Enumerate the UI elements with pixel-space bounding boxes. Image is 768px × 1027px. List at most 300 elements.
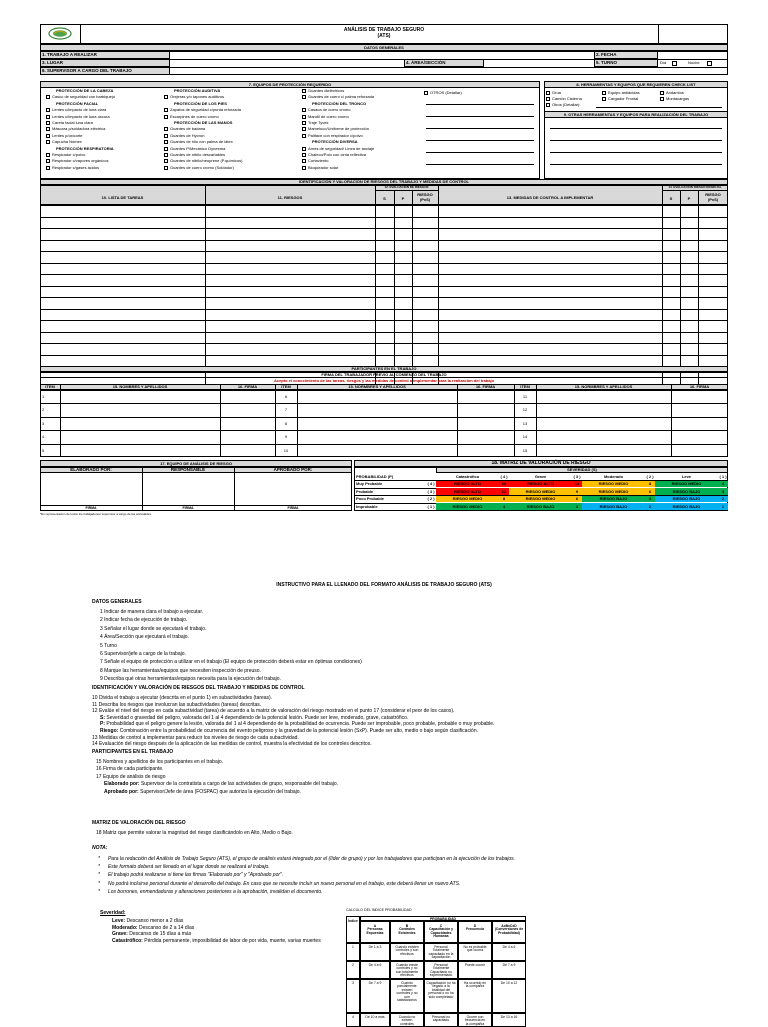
risk-score: 4 xyxy=(502,503,506,509)
participant-name-field[interactable] xyxy=(297,430,457,443)
epp-item-label: Respirador c/gases ácidos xyxy=(52,164,100,170)
checkbox[interactable] xyxy=(546,97,550,101)
epp-item-label: Casaca de cuero cromo xyxy=(308,107,351,113)
instr-datos-generales: DATOS GENERALES xyxy=(92,599,142,605)
epp-item[interactable] xyxy=(302,153,366,157)
epp-item[interactable] xyxy=(302,159,328,163)
participantes-row-line xyxy=(40,403,728,404)
epp-item[interactable] xyxy=(164,147,225,151)
epp-section-heading: PROTECCIÓN DIVERSA xyxy=(312,139,358,145)
instruction-line: 18 Matriz que permite valorar la magnitud del riesgo clasificándolo en Alto, Medio o Bajo. xyxy=(96,830,293,836)
checkbox[interactable] xyxy=(660,91,664,95)
epp-item-label: Lentes c/impacto de luna clara xyxy=(52,107,107,113)
participant-item-number: 5 xyxy=(42,447,45,453)
checkbox[interactable] xyxy=(660,97,664,101)
risk-cell xyxy=(582,481,655,488)
epp-item[interactable] xyxy=(164,134,204,138)
checkbox[interactable] xyxy=(164,166,168,170)
label: Montacargas xyxy=(666,96,690,101)
bullet: * xyxy=(98,856,100,862)
participant-item-number: 4 xyxy=(42,434,45,440)
participant-signature-field[interactable] xyxy=(457,390,514,403)
evaluacion-riesgos-header: 12. EVALUACIÓN DE RIESGOS xyxy=(384,185,429,189)
turno-noche-checkbox[interactable] xyxy=(707,61,712,66)
nota-title: NOTA: xyxy=(92,845,108,851)
lugar-field[interactable] xyxy=(170,59,404,67)
risk-cell xyxy=(655,488,728,495)
checkbox[interactable] xyxy=(164,134,168,138)
instruction-label: Elaborado por: xyxy=(104,781,140,788)
risk-score: 4 xyxy=(648,496,652,501)
riesgo-residual-header: 14. EVALUACIÓN RIESGO RESIDUAL xyxy=(668,185,722,189)
participant-item-number: 14 xyxy=(522,434,528,440)
epp-item[interactable] xyxy=(302,147,374,151)
risk-score: 2 xyxy=(648,503,652,509)
epp-item[interactable] xyxy=(46,127,105,131)
calculo-cell: Personal Totalmente capacitado en la capacitación xyxy=(424,943,458,961)
bullet: * xyxy=(98,872,100,879)
datos-generales-title: DATOS GENERALES xyxy=(364,44,404,50)
fecha-label: 2. FECHA xyxy=(596,52,617,57)
epp-otros[interactable] xyxy=(424,90,462,95)
participant-item-number: 10 xyxy=(283,447,289,453)
risk-level: RIESGO BAJO xyxy=(672,496,701,501)
check-equipo-antiacidas[interactable] xyxy=(602,90,640,95)
risk-cell xyxy=(582,488,655,495)
probabilidad-header: PROBABILIDAD xyxy=(360,916,526,921)
epp-item-label: Zapatos de seguridad c/punta reforzada xyxy=(170,107,241,113)
risk-level: RIESGO MEDIO xyxy=(671,481,702,486)
instruction-line: 3 Señalar el lugar donde se ejecutará el trabajo. xyxy=(100,625,207,632)
checkbox[interactable] xyxy=(46,153,50,157)
equipo-title: 17. EQUIPO DE ANÁLISIS DE RIESGO xyxy=(160,460,232,466)
responsable-firma-field[interactable] xyxy=(142,473,234,505)
risk-level: RIESGO BAJO xyxy=(599,503,628,509)
trabajo-realizar-field[interactable] xyxy=(170,51,594,59)
epp-item[interactable] xyxy=(164,127,205,131)
epp-item[interactable] xyxy=(302,115,349,119)
calculo-cell: 3 xyxy=(346,979,360,1013)
calculo-cell: De 4 a 6 xyxy=(492,943,526,961)
firma-header: 16. FIRMA xyxy=(475,384,496,389)
risk-level: RIESGO BAJO xyxy=(672,488,701,494)
participantes-row-line xyxy=(40,430,728,431)
otros-label: OTROS (Detallar) xyxy=(430,90,462,95)
epp-item[interactable] xyxy=(164,108,241,112)
instruction-line: 17 Equipo de análisis de riesgo xyxy=(96,773,166,780)
epp-item[interactable] xyxy=(302,121,328,125)
participant-signature-field[interactable] xyxy=(220,403,275,416)
riesgos-row-line xyxy=(40,286,728,287)
epp-item[interactable] xyxy=(302,89,344,93)
form-subtitle: (ATS) xyxy=(377,33,391,39)
risk-cell xyxy=(582,503,655,510)
risk-score: 8 xyxy=(502,496,506,501)
calculo-title: CALCULO DEL INDICE PROBABILIDAD xyxy=(346,908,412,912)
checkbox[interactable] xyxy=(164,115,168,119)
bullet: * xyxy=(98,888,100,895)
instruction-label: Leve: xyxy=(112,918,126,924)
calculo-header: C Capacitación y Capacidades Humanas xyxy=(424,921,458,943)
probability-name: Muy Probable xyxy=(356,481,383,486)
riesgos-row-line xyxy=(40,240,728,241)
epp-item[interactable] xyxy=(46,115,110,119)
turno-dia-label: Día xyxy=(660,60,667,65)
epp-item[interactable] xyxy=(46,159,108,163)
epp-item-label: Careta facial luna clara xyxy=(52,120,93,126)
epp-item-label: Guantes de nitrilo descartables xyxy=(170,152,226,158)
participant-signature-field[interactable] xyxy=(671,390,728,403)
checkbox[interactable] xyxy=(164,95,168,99)
epp-section-heading: PROTECCIÓN DE LA CABEZA xyxy=(56,88,114,93)
calculo-cell: Puede ocurrir xyxy=(458,961,492,979)
firma-label-2: FIRMA xyxy=(182,505,194,510)
epp-item-label: Respirador c/polvo xyxy=(52,152,86,158)
instruction-text: Probabilidad que el peligro genere la lesión, valorada del 1 al 4 dependiendo de la probabilidad de ocurrencia. Puede ser improbable, poco probable, probable o muy probable. xyxy=(105,721,495,728)
risk-cell xyxy=(509,488,582,495)
checkbox[interactable] xyxy=(546,103,550,107)
participant-item-number: 3 xyxy=(42,420,45,426)
epp-item-label: Guantes de cuero c/ palma reforzada xyxy=(308,94,375,100)
participant-name-field[interactable] xyxy=(60,390,220,403)
epp-section-heading: PROTECCIÓN AUDITIVA xyxy=(174,88,221,93)
instruction-text: Supervisor de la contratista a cargo de las actividades de grupo, responsable del trabajo. xyxy=(139,781,339,788)
instr-identificacion: IDENTIFICACIÓN Y VALORACIÓN DE RIESGOS DEL TRABAJO Y MEDIDAS DE CONTROL xyxy=(92,685,305,691)
risk-level: RIESGO BAJO xyxy=(672,503,701,509)
epp-item[interactable] xyxy=(46,108,106,112)
epp-item[interactable] xyxy=(302,127,369,131)
checkbox[interactable] xyxy=(302,95,306,99)
risk-score: 8 xyxy=(648,481,652,486)
checkbox[interactable] xyxy=(46,127,50,131)
checkbox[interactable] xyxy=(46,121,50,125)
checkbox[interactable] xyxy=(302,127,306,131)
acepto-text: Acepto el conocimiento de las tareas, riesgos y las medidas de control a implementar para la realización del trabajo xyxy=(273,378,495,383)
nota-line xyxy=(98,864,270,870)
label: Cargador Frontal xyxy=(608,96,639,101)
participant-name-field[interactable] xyxy=(60,444,220,457)
item-header: ITEM xyxy=(520,384,530,389)
elaborado-firma-field[interactable] xyxy=(40,473,142,505)
participant-signature-field[interactable] xyxy=(671,444,728,457)
participant-item-number: 11 xyxy=(522,394,528,399)
instruction-label: Aprobado por: xyxy=(104,788,139,795)
epp-item[interactable] xyxy=(46,140,82,144)
participant-item-number: 9 xyxy=(284,434,288,440)
epp-item[interactable] xyxy=(46,153,85,157)
epp-item-label: Cortaviento xyxy=(308,158,329,164)
participantes-title: PARTICIPANTES EN EL TRABAJO xyxy=(351,366,417,371)
aprobado-firma-field[interactable] xyxy=(234,473,352,505)
turno-label: 5. TURNO xyxy=(596,60,618,65)
checkbox[interactable] xyxy=(164,127,168,131)
bullet: * xyxy=(98,880,100,887)
checkbox[interactable] xyxy=(46,108,50,112)
riesgos-row-line xyxy=(40,217,728,218)
label: Otros (Detallar): xyxy=(552,102,581,107)
epp-item[interactable] xyxy=(302,108,350,112)
risk-cell xyxy=(509,481,582,488)
participant-signature-field[interactable] xyxy=(671,430,728,443)
check-andamios[interactable] xyxy=(660,90,684,95)
checkbox[interactable] xyxy=(302,115,306,119)
turno-dia-checkbox[interactable] xyxy=(672,61,677,66)
risk-level: RIESGO MEDIO xyxy=(598,481,629,486)
equipo-nota: *En representación de todos los trabajadores/ supervisor a cargo de las actividades xyxy=(40,512,152,516)
participant-signature-field[interactable] xyxy=(457,444,514,457)
checkbox[interactable] xyxy=(46,95,50,99)
participant-name-field[interactable] xyxy=(297,417,457,430)
area-seccion-label: 4. ÁREA/SECCIÓN xyxy=(406,60,446,65)
severity-name: Grave xyxy=(534,474,547,479)
participant-signature-field[interactable] xyxy=(457,417,514,430)
checkbox[interactable] xyxy=(164,153,168,157)
participant-name-field[interactable] xyxy=(297,444,457,457)
riesgos-row-line xyxy=(40,205,728,206)
participant-name-field[interactable] xyxy=(60,430,220,443)
participant-name-field[interactable] xyxy=(536,417,671,430)
check-grua[interactable] xyxy=(546,90,561,95)
checkbox[interactable] xyxy=(302,121,306,125)
instruction-line: 7 Señale el equipo de protección a utilizar en el trabajo (El equipo de protección deberá estar en óptimas condiciones) xyxy=(100,659,362,666)
severity-name: Leve xyxy=(681,474,692,479)
checkbox[interactable] xyxy=(302,89,306,93)
risk-level: RIESGO BAJO xyxy=(526,503,555,509)
riesgos-row-line xyxy=(40,297,728,298)
participant-signature-field[interactable] xyxy=(671,403,728,416)
calculo-cell: 4 xyxy=(346,1013,360,1027)
probability-value: ( 3 ) xyxy=(427,488,435,494)
instruction-line: 6 Supervisor/jefe a cargo de la trabajo. xyxy=(100,651,186,657)
participant-name-field[interactable] xyxy=(536,430,671,443)
epp-item[interactable] xyxy=(46,121,93,125)
participant-name-field[interactable] xyxy=(60,403,220,416)
risk-cell xyxy=(436,496,509,503)
epp-item-label: Guantes de hilo con palma de látex xyxy=(170,139,233,145)
checkbox[interactable] xyxy=(46,140,50,144)
nota-line xyxy=(98,872,283,878)
epp-item-label: Guantes de badana xyxy=(170,126,206,132)
instruction-line xyxy=(104,781,338,787)
participant-signature-field[interactable] xyxy=(220,430,275,443)
check-montacargas[interactable] xyxy=(660,96,689,101)
calculo-cell: Capacitación no ha llegado a la totalidad del personal o no ha sido completado xyxy=(424,979,458,1013)
epp-item[interactable] xyxy=(164,140,233,144)
epp-item[interactable] xyxy=(46,134,82,138)
s-header: S xyxy=(383,196,386,201)
participant-name-field[interactable] xyxy=(536,444,671,457)
participant-name-field[interactable] xyxy=(60,417,220,430)
participant-item-number: 7 xyxy=(284,407,288,413)
checkbox[interactable] xyxy=(302,134,306,138)
epp-item[interactable] xyxy=(164,159,242,163)
checkbox[interactable] xyxy=(546,91,550,95)
epp-item-label: Arnés de seguridad/ Línea de anclaje xyxy=(308,145,375,151)
instruction-label: Riesgo: xyxy=(100,728,119,734)
nota-text: No podrá incluirse personal durante el desarrollo del trabajo. En caso que se necesite incluir un nuevo personal en el trabajo, este deberá llenar un nuevo ATS. xyxy=(107,880,461,887)
nombres-header: 15. NOMBRES Y APELLIDOS xyxy=(112,384,168,389)
epp-item-label: Chaleco/Polo con cinta reflectiva xyxy=(308,152,367,158)
participant-signature-field[interactable] xyxy=(671,417,728,430)
calculo-header: A Personas Expuestas xyxy=(360,921,390,943)
severity-value: ( 1 ) xyxy=(719,474,727,479)
participant-signature-field[interactable] xyxy=(220,417,275,430)
risk-score: 3 xyxy=(721,488,725,494)
checkbox[interactable] xyxy=(302,159,306,163)
checkbox[interactable] xyxy=(164,159,168,163)
p-header: P xyxy=(401,196,405,201)
check-cargador-frontal[interactable] xyxy=(602,96,638,101)
epp-item-label: Escarpines de cuero cromo xyxy=(170,113,219,119)
checkbox[interactable] xyxy=(46,159,50,163)
instruction-line: 8 Marque las herramientas/equipos que necesiten inspección de preuso. xyxy=(100,667,261,674)
calculo-cell: De 10 a más xyxy=(360,1013,390,1027)
epp-item-label: Bloqueador solar xyxy=(308,164,339,170)
epp-item-label: Orejeras y/o tapones auditivos xyxy=(170,94,225,100)
nota-text: El trabajo podrá realizarse si tiene las firmas "Elaborado por" y "Aprobado por". xyxy=(107,872,284,879)
epp-item[interactable] xyxy=(164,115,219,119)
instruction-text: Descanso menor a 2 días xyxy=(125,918,184,924)
probability-value: ( 4 ) xyxy=(427,481,435,486)
calculo-cell: Cuando parcialmente existen controles y no son satisfactorios xyxy=(390,979,424,1013)
checkbox[interactable] xyxy=(164,140,168,144)
checkbox[interactable] xyxy=(302,166,306,170)
risk-cell xyxy=(509,496,582,503)
riesgo-header: RIESGO xyxy=(417,192,433,197)
epp-item[interactable] xyxy=(46,95,115,99)
participant-signature-field[interactable] xyxy=(457,403,514,416)
instruction-label: Grave: xyxy=(112,931,128,938)
firma-label-1: FIRMA xyxy=(85,505,97,510)
probability-name: Probable xyxy=(356,488,374,494)
probabilidad-header: PROBABILIDAD (P) xyxy=(356,474,394,479)
area-seccion-field[interactable] xyxy=(484,59,594,67)
instruction-line: 11 Describa los riesgos que involucran las subactividades (tareas) descritas. xyxy=(92,701,262,708)
riesgos-row-line xyxy=(40,355,728,356)
riesgos-row-line xyxy=(40,332,728,333)
form-title: ANÁLISIS DE TRABAJO SEGURO xyxy=(343,27,425,33)
epp-item-label: Máscara p/soldadura eléctrica xyxy=(52,126,106,132)
risk-cell xyxy=(582,496,655,503)
riesgos-row-line xyxy=(40,309,728,310)
severidad-title: Severidad: xyxy=(100,910,126,916)
participant-signature-field[interactable] xyxy=(220,390,275,403)
epp-item[interactable] xyxy=(302,166,338,170)
epp-item[interactable] xyxy=(164,153,225,157)
probability-name: Poco Probable xyxy=(356,496,385,501)
supervisor-label: 6. SUPERVISOR A CARGO DEL TRABAJO xyxy=(42,68,132,73)
risk-level: RIESGO ALTO xyxy=(453,481,482,486)
checkbox[interactable] xyxy=(302,147,306,151)
participantes-row-line xyxy=(40,444,728,445)
supervisor-field[interactable] xyxy=(170,67,728,75)
instruction-line xyxy=(112,938,321,944)
check-camion-cisterna[interactable] xyxy=(546,96,582,101)
nota-text: Para la redacción del Análisis de Trabajo Seguro (ATS), el grupo de análisis estará integrado por el (líder de grupo) y por los trabajadores que participan en la ejecución de los trabajos. xyxy=(107,856,516,862)
responsable-label: RESPONSABLE xyxy=(170,467,206,472)
epp-item[interactable] xyxy=(46,166,99,170)
checkbox[interactable] xyxy=(164,108,168,112)
participantes-col-line xyxy=(514,384,515,457)
label: Camión Cisterna xyxy=(552,96,582,101)
risk-level: RIESGO ALTO xyxy=(526,481,555,486)
epp-item[interactable] xyxy=(164,95,224,99)
instr-participantes: PARTICIPANTES EN EL TRABAJO xyxy=(92,749,174,755)
pxs-header: (PxS) xyxy=(419,197,431,202)
fecha-field[interactable] xyxy=(658,51,728,59)
calculo-header: Índice xyxy=(346,916,360,943)
instruction-text: Supervisor/Jefe de área (FOSPAC) que autoriza la ejecución del trabajo. xyxy=(138,788,301,795)
checkbox[interactable] xyxy=(46,115,50,119)
risk-score: 9 xyxy=(575,488,579,494)
item-header: ITEM xyxy=(281,384,291,389)
instruction-line: 16 Firma de cada participante. xyxy=(96,766,164,773)
riesgos-row-line xyxy=(40,251,728,252)
calculo-header: AxBxCxD (Conversiones de Probabilidad) xyxy=(492,921,526,943)
risk-cell xyxy=(436,503,509,510)
severity-value: ( 3 ) xyxy=(573,474,581,479)
firma-label-3: FIRMA xyxy=(287,505,299,510)
risk-level: RIESGO MEDIO xyxy=(452,503,483,509)
checkbox[interactable] xyxy=(602,97,606,101)
participant-name-field[interactable] xyxy=(536,403,671,416)
epp-item-label: Guantes de Hycron xyxy=(170,132,205,138)
riesgos-row-line xyxy=(40,320,728,321)
s2-header: S xyxy=(669,196,673,201)
turno-noche-label: Noche xyxy=(688,60,700,65)
firma-header: 16. FIRMA xyxy=(689,384,710,389)
epp-item-label: Guantes P/Mecánico Dyneema xyxy=(170,145,226,151)
checkbox[interactable] xyxy=(602,91,606,95)
firma-header: 16. FIRMA xyxy=(237,384,258,389)
participant-name-field[interactable] xyxy=(297,390,457,403)
epp-item[interactable] xyxy=(302,95,374,99)
checkbox[interactable] xyxy=(302,153,306,157)
otros-checkbox[interactable] xyxy=(424,91,428,95)
epp-item-label: Guantes de cuero cromo (Soldador) xyxy=(170,164,234,170)
calculo-cell: 2 xyxy=(346,961,360,979)
instruction-line: 13 Medidas de control a implementar para reducir los niveles de riesgo de cada subactividad. xyxy=(92,734,299,741)
calculo-cell: De 10 a 12 xyxy=(492,979,526,1013)
riesgos-row-line xyxy=(40,228,728,229)
checkbox[interactable] xyxy=(164,147,168,151)
risk-cell xyxy=(436,481,509,488)
riesgos-title: IDENTIFICACIÓN Y VALORACIÓN DE RIESGOS DEL TRABAJO Y MEDIDAS DE CONTROL xyxy=(298,179,470,184)
participant-signature-field[interactable] xyxy=(457,430,514,443)
instruction-text: Pérdida permanente, imposibilidad de labor de por vida, muerte, varias muertes xyxy=(142,937,321,944)
calculo-cell: Cuando existe controles y no son totalmente efectivos xyxy=(390,961,424,979)
instruction-line: 12 Evalúe el nivel del riesgo en cada subactividad (tarea) de acuerdo a la matriz de valoración del riesgo mostrado en el punto 17 (considerar el peor de los casos). xyxy=(92,708,455,715)
instruction-line: 2 Indicar fecha de ejecución de trabajo. xyxy=(100,617,188,624)
risk-cell xyxy=(436,488,509,495)
participant-name-field[interactable] xyxy=(297,403,457,416)
calculo-cell: Personal Totalmente Capacitado no experimentado xyxy=(424,961,458,979)
nombres-header: 15. NORMBRES Y APELLIDOS xyxy=(348,384,406,389)
check-otros-herr[interactable] xyxy=(546,102,580,107)
instr-matriz: MATRIZ DE VALORACIÓN DEL RIESGO xyxy=(92,820,186,826)
checkbox[interactable] xyxy=(46,166,50,170)
risk-cell xyxy=(509,503,582,510)
participant-signature-field[interactable] xyxy=(220,444,275,457)
participant-name-field[interactable] xyxy=(536,390,671,403)
epp-item[interactable] xyxy=(164,166,234,170)
epp-item[interactable] xyxy=(302,134,363,138)
checkbox[interactable] xyxy=(302,108,306,112)
checkbox[interactable] xyxy=(46,134,50,138)
riesgos-header: 11. RIESGOS xyxy=(277,195,303,200)
instruction-line: 9 Describa qué otras herramientas/equipos necesita para la ejecución del trabajo. xyxy=(100,676,281,683)
participantes-row-line xyxy=(40,417,728,418)
